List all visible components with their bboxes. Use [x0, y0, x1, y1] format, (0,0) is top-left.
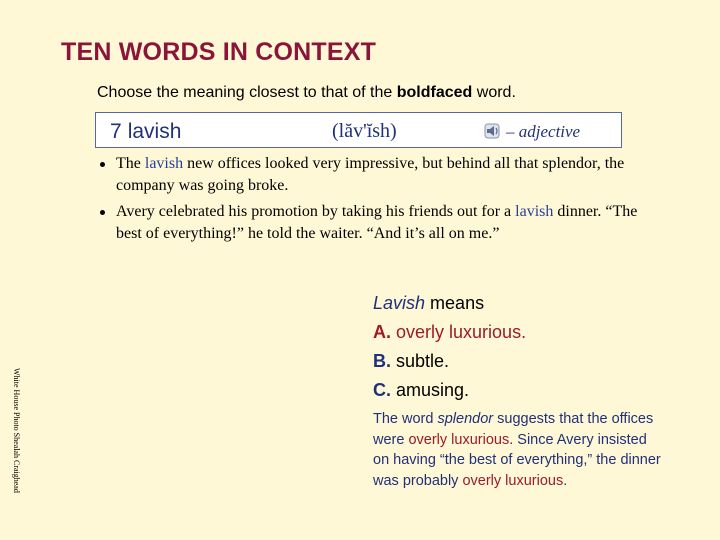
option-letter: A. [373, 322, 391, 342]
explanation-part: . [563, 472, 568, 489]
bullet-icon [100, 210, 105, 215]
example-sentence [99, 201, 659, 245]
explanation-part: The word [373, 411, 434, 427]
example-text: dinner. “The best of everything!” he told the waiter. “And it’s all on me.” [116, 203, 638, 242]
page-title: TEN WORDS IN CONTEXT [61, 38, 377, 66]
answer-option-a[interactable] [373, 318, 526, 347]
highlighted-word: lavish [515, 203, 554, 220]
question-prompt [373, 289, 526, 318]
answer-choices [373, 289, 526, 405]
example-text: The [116, 155, 141, 172]
answer-option-b[interactable] [373, 347, 526, 376]
instruction-text [97, 84, 516, 102]
option-letter: C. [373, 380, 391, 400]
instruction-bold: boldfaced [396, 84, 473, 101]
answer-option-c[interactable] [373, 376, 526, 405]
explanation-part: suggests that the offices were [373, 411, 654, 448]
example-sentences [99, 153, 659, 249]
photo-credit: White House Photo Shealah Craighead [12, 368, 21, 493]
explanation-part: . Since Avery insisted on having “the best of everything,” the dinner was probably [373, 431, 661, 489]
part-of-speech: – adjective [506, 122, 581, 141]
word-number: 7 [110, 120, 122, 143]
option-letter: B. [373, 351, 391, 371]
bullet-icon [100, 162, 105, 167]
explanation-italic-word: splendor [437, 411, 494, 427]
option-text: amusing. [396, 380, 470, 400]
question-word: Lavish [373, 293, 426, 313]
example-text: new offices looked very impressive, but behind all that splendor, the company was going broke. [116, 155, 625, 194]
highlighted-word: lavish [144, 155, 184, 172]
word-heading [110, 120, 181, 144]
option-text: overly luxurious. [396, 322, 527, 342]
instruction-before: Choose the meaning closest to that of the [97, 84, 393, 101]
question-means: means [430, 293, 485, 313]
option-text: subtle. [396, 351, 450, 371]
vocabulary-word-box [95, 112, 622, 148]
explanation-answer: overly luxurious [462, 472, 564, 489]
explanation-text [373, 409, 663, 491]
pronunciation: (lăv'ĭsh) [332, 120, 397, 142]
explanation-answer: overly luxurious [408, 431, 510, 448]
example-text: Avery celebrated his promotion by taking his friends out for a [116, 203, 512, 220]
word-term: lavish [127, 120, 182, 143]
example-sentence [99, 153, 659, 197]
instruction-after: word. [476, 84, 516, 101]
speaker-icon[interactable] [482, 122, 504, 140]
